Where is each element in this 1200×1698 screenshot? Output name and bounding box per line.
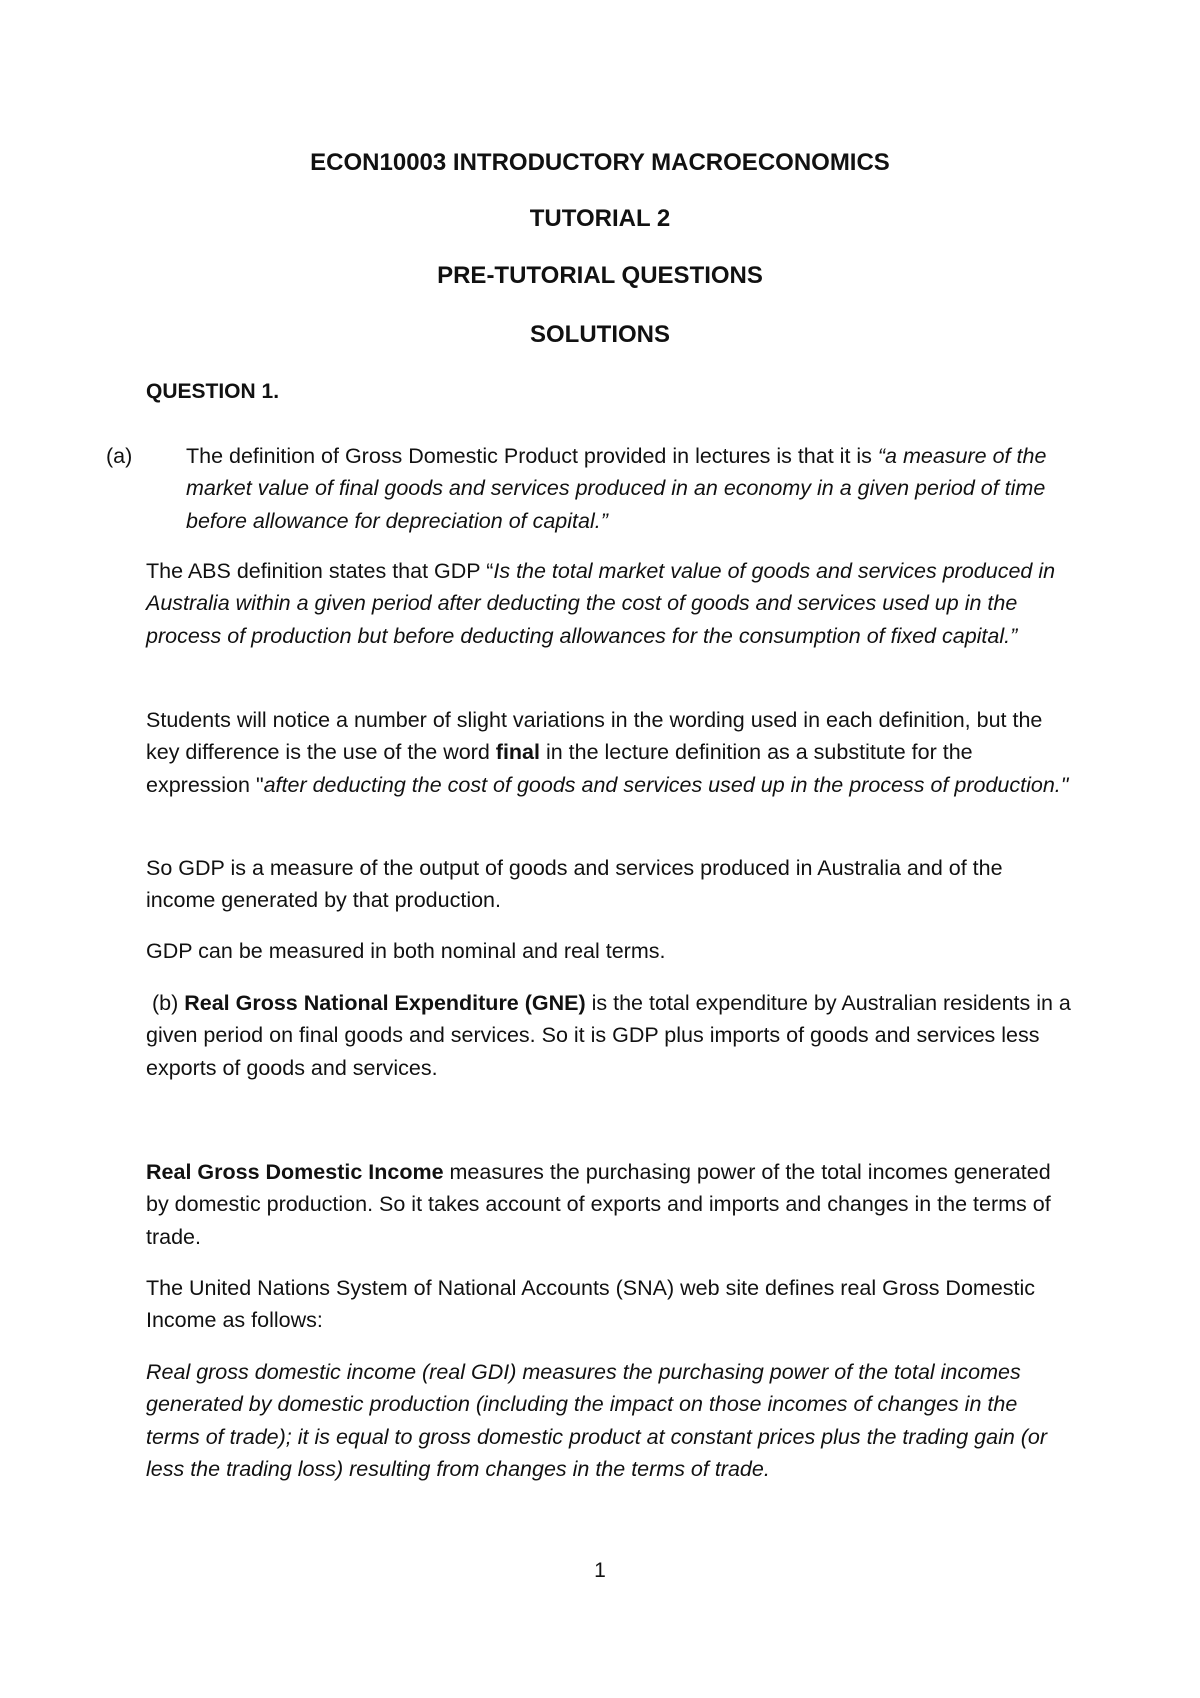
page-number: 1: [594, 1559, 606, 1582]
part-a-text: The definition of Gross Domestic Product provided in lectures is that it is: [186, 444, 878, 468]
variations-text-1: Students will notice a number of slight variations in the wording used in each definition, but the key difference is the use of the word: [146, 708, 1043, 765]
part-a-marker: (a): [106, 444, 133, 468]
rgdi-definition: measures the purchasing power of the total incomes generated by domestic production. So it takes account of exports and imports and changes in the terms of trade.: [146, 1160, 1051, 1249]
gne-definition: is the total expenditure by Australian residents in a given period on final goods and services. So it is GDP plus imports of goods and services less exports of goods and services.: [146, 991, 1071, 1080]
gdp-measure-paragraph: So GDP is a measure of the output of goods and services produced in Australia and of the income generated by that production.: [146, 856, 1003, 913]
solutions-heading: SOLUTIONS: [529, 321, 670, 348]
gne-term: Real Gross National Expenditure (GNE): [184, 991, 586, 1015]
variations-text-2: in the lecture definition as a substitute for the expression ": [146, 740, 973, 797]
abs-definition-text: The ABS definition states that GDP “: [146, 559, 494, 583]
part-b-marker: (b): [146, 991, 185, 1015]
tutorial-number: TUTORIAL 2: [529, 205, 671, 232]
abs-definition-quote: Is the total market value of goods and services produced in Australia within a given period after deducting the cost of goods and services used up in the process of production but before deducting allowances for the consumption of fixed capital.”: [146, 559, 1056, 648]
document-subtitle: PRE-TUTORIAL QUESTIONS: [437, 262, 763, 289]
gdp-terms-paragraph: GDP can be measured in both nominal and real terms.: [146, 939, 666, 963]
lecture-definition-quote: “a measure of the market value of final goods and services produced in an economy in a given period of time before allowance for depreciation of capital.”: [186, 444, 1047, 533]
part-a-paragraph: [106, 440, 1076, 537]
variations-italic-expression: after deducting the cost of goods and services used up in the process of production.": [263, 772, 1069, 797]
variations-paragraph: [146, 704, 1076, 801]
rgdi-paragraph: [146, 1156, 1076, 1253]
document-title: ECON10003 INTRODUCTORY MACROECONOMICS: [310, 149, 890, 176]
variations-bold-word: final: [495, 740, 540, 765]
question-1-heading: QUESTION 1.: [146, 380, 280, 403]
rgdi-term: Real Gross Domestic Income: [146, 1160, 444, 1184]
sna-quote-paragraph: Real gross domestic income (real GDI) measures the purchasing power of the total incomes generated by domestic production (including the impact on those incomes of changes in the terms of trade); it is equal to gross domestic product at constant prices plus the trading gain (or less the trading loss) resulting from changes in the terms of trade.: [146, 1360, 1048, 1482]
abs-definition-paragraph: [146, 555, 1076, 652]
part-b-paragraph: [146, 987, 1076, 1084]
sna-paragraph: The United Nations System of National Accounts (SNA) web site defines real Gross Domestic Income as follows:: [146, 1276, 1036, 1333]
